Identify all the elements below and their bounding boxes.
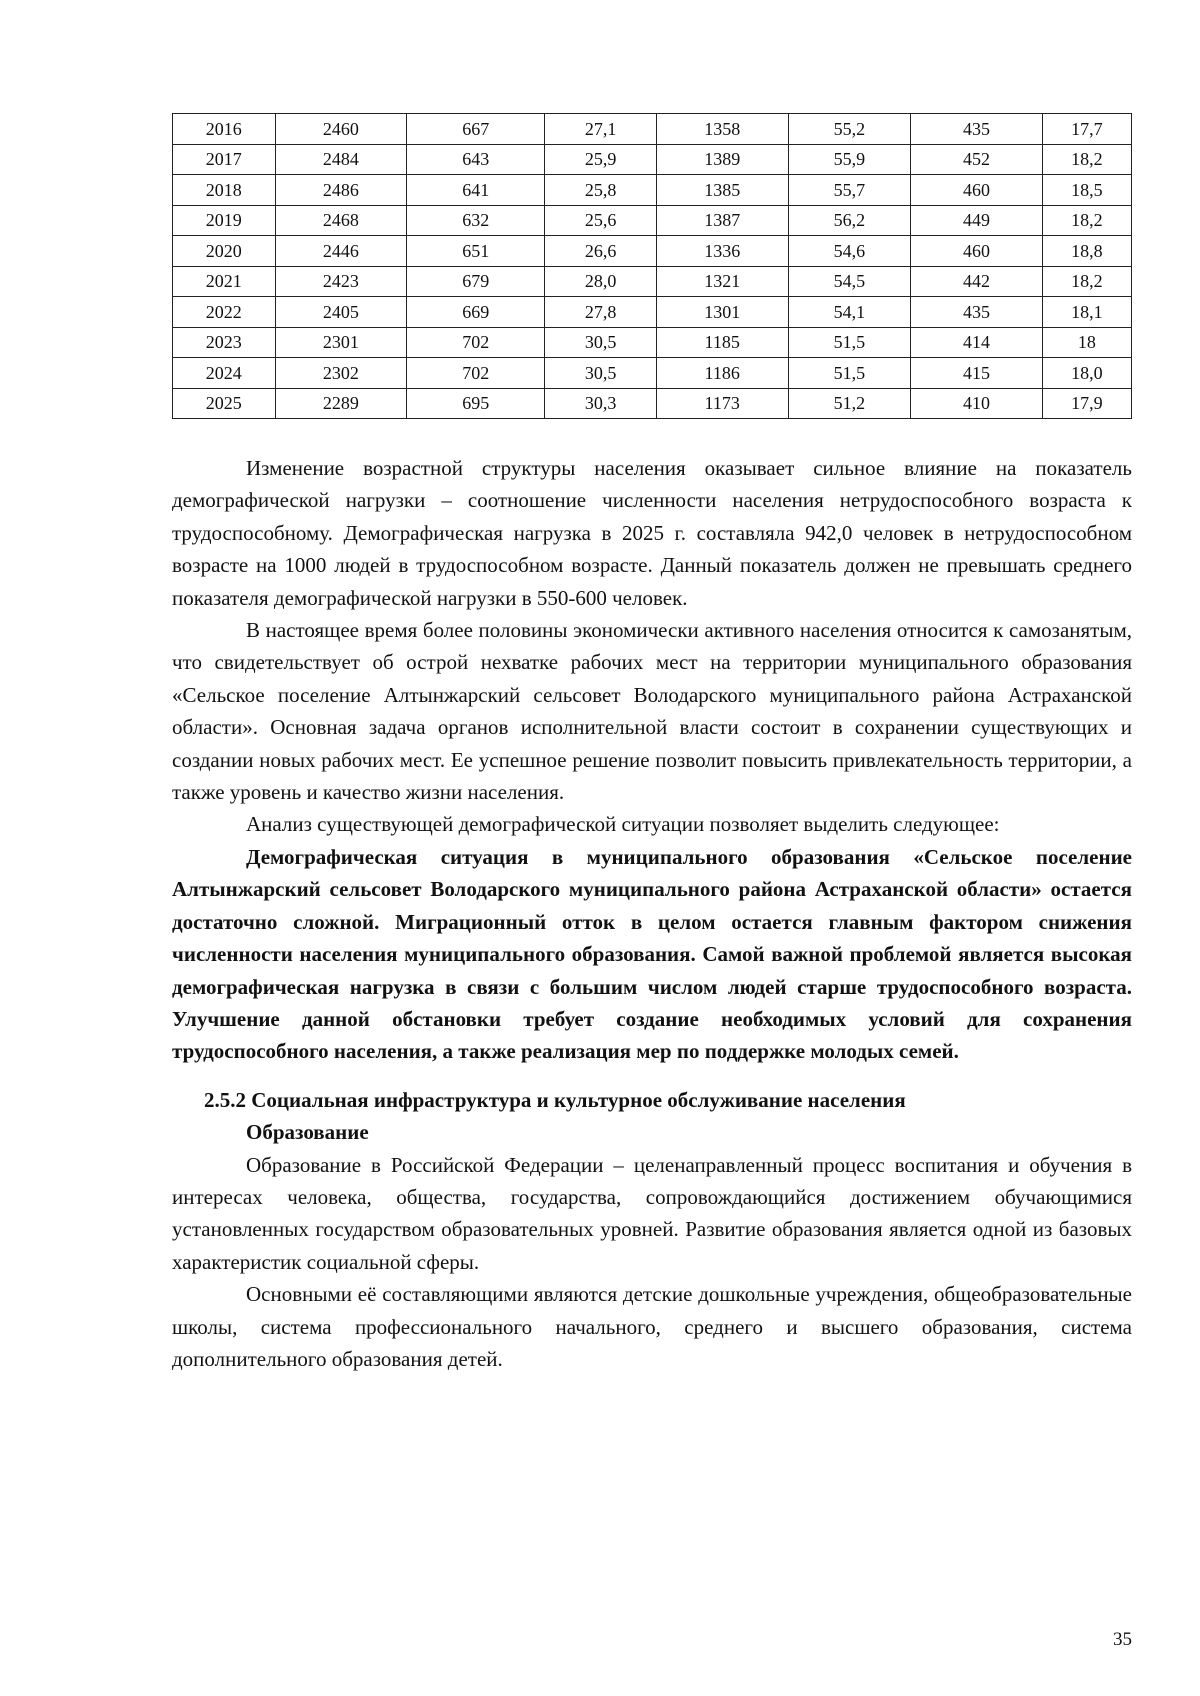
table-cell: 17,7 — [1042, 114, 1131, 145]
table-cell: 18,0 — [1042, 358, 1131, 389]
table-cell: 2460 — [275, 114, 407, 145]
table-cell: 2446 — [275, 236, 407, 267]
table-cell: 442 — [911, 266, 1043, 297]
table-cell: 1186 — [656, 358, 788, 389]
table-cell: 669 — [407, 297, 545, 328]
table-cell: 414 — [911, 327, 1043, 358]
table-cell: 2025 — [173, 388, 276, 419]
table-cell: 2289 — [275, 388, 407, 419]
paragraph-conclusion: Демографическая ситуация в муниципального образования «Сельское поселение Алтынжарский сельсовет Володарского муниципального района Астраханской области» остается достаточно сложной. Миграционный отток в целом остается главным фактором снижения численности населения муниципального образования. Самой важной проблемой является высокая демографическая нагрузка в связи с большим числом людей старше трудоспособного возраста. Улучшение данной обстановки требует создание необходимых условий для сохранения трудоспособного населения, а также реализация мер по поддержке молодых семей. — [172, 844, 1132, 1064]
table-row — [173, 266, 1132, 297]
table-row — [173, 205, 1132, 236]
section-heading: 2.5.2 Социальная инфраструктура и культурное обслуживание населения — [204, 1087, 906, 1112]
table-cell: 643 — [407, 144, 545, 175]
paragraph-education-components: Основными её составляющими являются детские дошкольные учреждения, общеобразовательные школы, система профессионального начального, среднего и высшего образования, система дополнительного образования детей. — [172, 1282, 1132, 1371]
table-cell: 55,9 — [788, 144, 911, 175]
table-cell: 2023 — [173, 327, 276, 358]
table-cell: 17,9 — [1042, 388, 1131, 419]
table-cell: 2021 — [173, 266, 276, 297]
table-cell: 2468 — [275, 205, 407, 236]
table-cell: 26,6 — [545, 236, 657, 267]
table-cell: 18,2 — [1042, 266, 1131, 297]
table-cell: 2016 — [173, 114, 276, 145]
table-cell: 55,7 — [788, 175, 911, 206]
table-cell: 30,5 — [545, 327, 657, 358]
table-cell: 51,5 — [788, 358, 911, 389]
body-text — [172, 452, 1132, 1375]
paragraph-self-employment: В настоящее время более половины экономически активного населения относится к самозанятым, что свидетельствует об острой нехватке рабочих мест на территории муниципального образования «Сельское поселение Алтынжарский сельсовет Володарского муниципального района Астраханской области». Основная задача органов исполнительной власти состоит в сохранении существующих и создании новых рабочих мест. Ее успешное решение позволит повысить привлекательность территории, а также уровень и качество жизни населения. — [172, 618, 1132, 805]
table-row — [173, 297, 1132, 328]
table-cell: 452 — [911, 144, 1043, 175]
table-cell: 18,2 — [1042, 205, 1131, 236]
table-cell: 1321 — [656, 266, 788, 297]
page-number: 35 — [1113, 1629, 1132, 1650]
table-cell: 54,6 — [788, 236, 911, 267]
table-cell: 651 — [407, 236, 545, 267]
table-cell: 56,2 — [788, 205, 911, 236]
table-cell: 51,2 — [788, 388, 911, 419]
table-cell: 18,5 — [1042, 175, 1131, 206]
table-cell: 1389 — [656, 144, 788, 175]
table-cell: 2423 — [275, 266, 407, 297]
table-cell: 1173 — [656, 388, 788, 419]
table-cell: 702 — [407, 327, 545, 358]
table-row — [173, 144, 1132, 175]
table-cell: 1185 — [656, 327, 788, 358]
table-body — [173, 114, 1132, 419]
table-cell: 2020 — [173, 236, 276, 267]
table-cell: 1385 — [656, 175, 788, 206]
table-cell: 54,5 — [788, 266, 911, 297]
table-cell: 1387 — [656, 205, 788, 236]
table-row — [173, 114, 1132, 145]
table-cell: 30,5 — [545, 358, 657, 389]
table-cell: 667 — [407, 114, 545, 145]
table-cell: 18,8 — [1042, 236, 1131, 267]
table-cell: 28,0 — [545, 266, 657, 297]
table-cell: 18,2 — [1042, 144, 1131, 175]
table-cell: 679 — [407, 266, 545, 297]
table-cell: 695 — [407, 388, 545, 419]
table-cell: 18 — [1042, 327, 1131, 358]
table-cell: 1336 — [656, 236, 788, 267]
table-cell: 27,8 — [545, 297, 657, 328]
table-cell: 2484 — [275, 144, 407, 175]
table-cell: 460 — [911, 236, 1043, 267]
table-row — [173, 327, 1132, 358]
table-cell: 641 — [407, 175, 545, 206]
table-cell: 27,1 — [545, 114, 657, 145]
table-cell: 632 — [407, 205, 545, 236]
table-cell: 1301 — [656, 297, 788, 328]
table-cell: 2301 — [275, 327, 407, 358]
table-cell: 55,2 — [788, 114, 911, 145]
subsection-heading: Образование — [246, 1120, 369, 1145]
paragraph-demographic-load: Изменение возрастной структуры населения оказывает сильное влияние на показатель демографической нагрузки – соотношение численности населения нетрудоспособного возраста к трудоспособному. Демографическая нагрузка в 2025 г. составляла 942,0 человек в нетрудоспособном возрасте на 1000 людей в трудоспособном возрасте. Данный показатель должен не превышать среднего показателя демографической нагрузки в 550-600 человек. — [172, 456, 1132, 610]
table-cell: 460 — [911, 175, 1043, 206]
table-row — [173, 175, 1132, 206]
table-cell: 25,9 — [545, 144, 657, 175]
table-cell: 25,8 — [545, 175, 657, 206]
demographics-table — [172, 113, 1132, 419]
table-cell: 51,5 — [788, 327, 911, 358]
table-cell: 30,3 — [545, 388, 657, 419]
table-cell: 410 — [911, 388, 1043, 419]
table-cell: 435 — [911, 297, 1043, 328]
paragraph-education-definition: Образование в Российской Федерации – целенаправленный процесс воспитания и обучения в интересах человека, общества, государства, сопровождающийся достижением обучающимися установленных государством образовательных уровней. Развитие образования является одной из базовых характеристик социальной сферы. — [172, 1152, 1132, 1274]
table-cell: 25,6 — [545, 205, 657, 236]
table-cell: 2405 — [275, 297, 407, 328]
table-cell: 449 — [911, 205, 1043, 236]
table-cell: 2019 — [173, 205, 276, 236]
table-cell: 415 — [911, 358, 1043, 389]
paragraph-analysis-intro: Анализ существующей демографической ситуации позволяет выделить следующее: — [246, 812, 1000, 837]
table-cell: 435 — [911, 114, 1043, 145]
table-row — [173, 358, 1132, 389]
table-cell: 2022 — [173, 297, 276, 328]
table-cell: 1358 — [656, 114, 788, 145]
table-cell: 2017 — [173, 144, 276, 175]
table-cell: 2024 — [173, 358, 276, 389]
table-cell: 54,1 — [788, 297, 911, 328]
table-row — [173, 236, 1132, 267]
table-cell: 2486 — [275, 175, 407, 206]
table-cell: 702 — [407, 358, 545, 389]
table-cell: 2018 — [173, 175, 276, 206]
table-row — [173, 388, 1132, 419]
table-cell: 2302 — [275, 358, 407, 389]
table-cell: 18,1 — [1042, 297, 1131, 328]
